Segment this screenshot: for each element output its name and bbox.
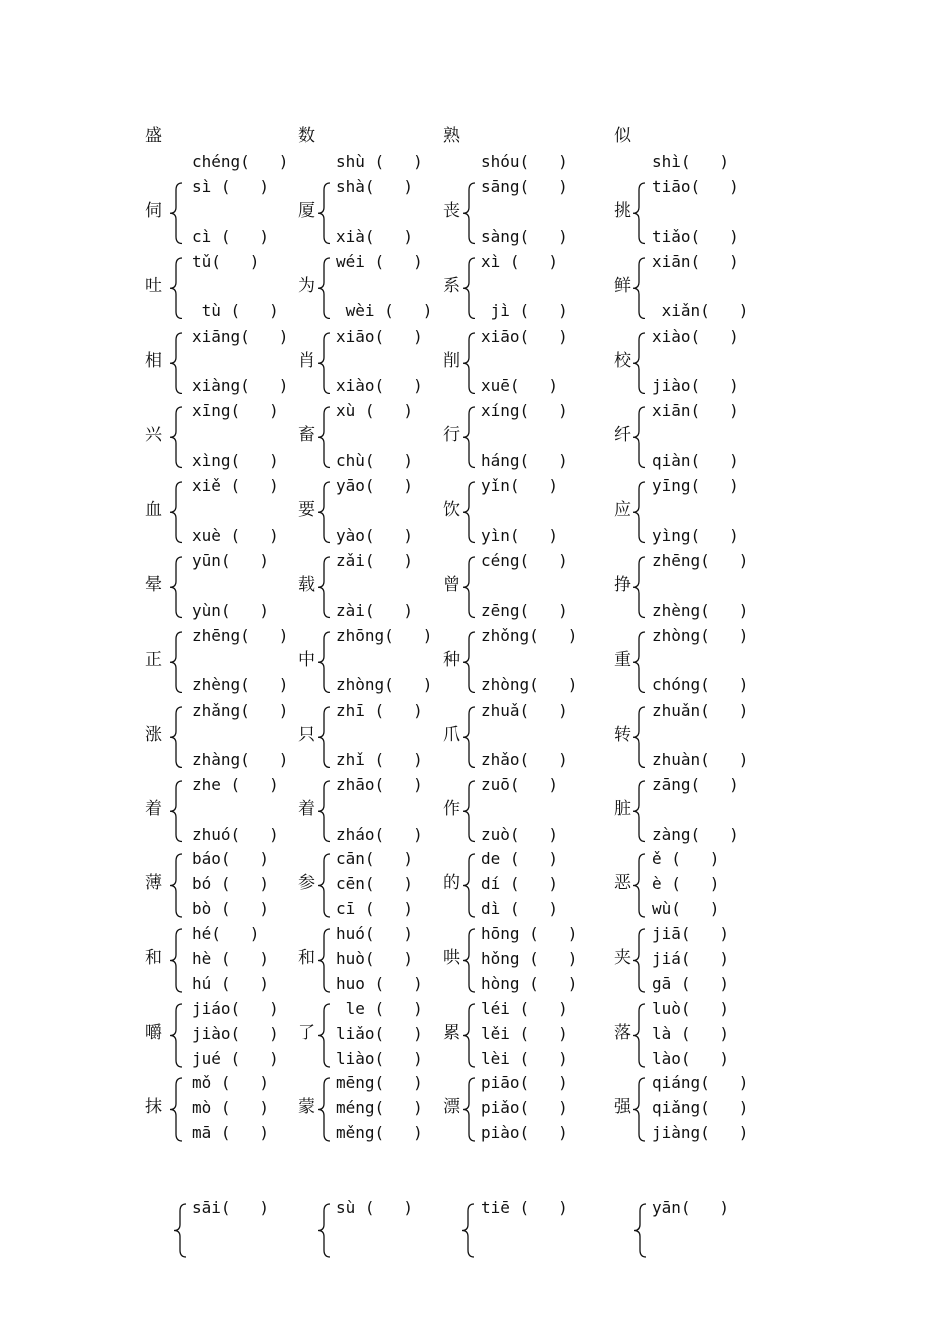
pinyin-reading: zhòng( ) [481, 675, 578, 695]
polyphone-char: 作 [443, 799, 460, 820]
polyphone-char: 盛 [145, 126, 162, 146]
polyphone-char: 应 [614, 500, 631, 521]
pinyin-reading: xiàng( ) [192, 376, 289, 396]
pinyin-reading: zhàng( ) [192, 750, 289, 770]
pinyin-reading: zhuǎn( ) [652, 700, 749, 720]
pinyin-reading: zhǎng( ) [192, 700, 289, 720]
polyphone-char: 为 [298, 275, 315, 296]
pinyin-reading: hú ( ) [192, 973, 270, 993]
curly-brace [631, 332, 647, 395]
pinyin-reading: sì ( ) [192, 177, 270, 196]
pinyin-reading: zhuàn( ) [652, 750, 749, 770]
polyphone-char: 的 [443, 873, 460, 893]
pinyin-reading: xiān( ) [652, 401, 739, 421]
polyphone-char: 嚼 [145, 1022, 162, 1043]
curly-brace [631, 556, 647, 619]
curly-brace [632, 1203, 648, 1258]
pinyin-reading: yāo( ) [336, 476, 414, 496]
pinyin-reading: sāi( ) [192, 1198, 270, 1217]
curly-brace [631, 1077, 647, 1142]
pinyin-reading: qiǎng( ) [652, 1098, 749, 1118]
pinyin-reading: céng( ) [481, 551, 568, 570]
pinyin-reading: xiào( ) [336, 376, 423, 396]
pinyin-reading: cì ( ) [192, 226, 270, 246]
curly-brace [460, 1203, 476, 1258]
polyphone-char: 夹 [614, 947, 631, 968]
pinyin-reading: báo( ) [192, 849, 270, 868]
pinyin-reading: yào( ) [336, 525, 414, 545]
pinyin-reading: tiāo( ) [652, 177, 739, 196]
curly-brace [631, 406, 647, 469]
curly-brace [631, 928, 647, 993]
curly-brace [168, 481, 184, 544]
pinyin-reading: mò ( ) [192, 1098, 270, 1118]
polyphone-char: 涨 [145, 724, 162, 745]
polyphone-char: 恶 [614, 873, 631, 893]
curly-brace [461, 481, 477, 544]
pinyin-reading: zēng( ) [481, 600, 568, 620]
pinyin-reading: xiāo( ) [481, 326, 568, 346]
curly-brace [316, 853, 332, 918]
pinyin-reading: dí ( ) [481, 874, 559, 893]
curly-brace [316, 1077, 332, 1142]
pinyin-reading: wù( ) [652, 899, 720, 918]
polyphone-char: 强 [614, 1097, 631, 1118]
pinyin-reading: hè ( ) [192, 948, 270, 968]
pinyin-reading: liào( ) [336, 1048, 423, 1068]
pinyin-reading: dì ( ) [481, 899, 559, 918]
pinyin-reading: zhǒng( ) [481, 625, 578, 645]
pinyin-reading: shì( ) [652, 152, 730, 171]
polyphone-char: 种 [443, 649, 460, 670]
polyphone-char: 厦 [298, 201, 315, 221]
curly-brace [631, 706, 647, 769]
curly-brace [316, 706, 332, 769]
pinyin-reading: hǒng ( ) [481, 948, 578, 968]
pinyin-reading: háng( ) [481, 450, 568, 470]
polyphone-char: 了 [298, 1022, 315, 1043]
pinyin-reading: è ( ) [652, 874, 720, 893]
pinyin-reading: xiāng( ) [192, 326, 289, 346]
pinyin-reading: gā ( ) [652, 973, 730, 993]
polyphone-char: 挑 [614, 201, 631, 221]
pinyin-reading: zhēng( ) [192, 625, 289, 645]
pinyin-reading: mēng( ) [336, 1073, 423, 1093]
curly-brace [461, 928, 477, 993]
pinyin-reading: yìn( ) [481, 525, 559, 545]
curly-brace [461, 631, 477, 694]
polyphone-char: 要 [298, 500, 315, 521]
polyphone-char: 兴 [145, 425, 162, 446]
pinyin-reading: zhèng( ) [192, 675, 289, 695]
pinyin-reading: xù ( ) [336, 401, 414, 421]
pinyin-reading: shà( ) [336, 177, 414, 196]
pinyin-reading: chéng( ) [192, 152, 289, 171]
pinyin-reading: tiǎo( ) [652, 226, 739, 246]
polyphone-char: 挣 [614, 575, 631, 595]
polyphone-char: 削 [443, 350, 460, 371]
pinyin-reading: hòng ( ) [481, 973, 578, 993]
curly-brace [631, 853, 647, 918]
polyphone-char: 累 [443, 1022, 460, 1043]
pinyin-reading: zāng( ) [652, 775, 739, 795]
polyphone-char: 曾 [443, 575, 460, 595]
polyphone-char: 和 [145, 947, 162, 968]
pinyin-reading: měng( ) [336, 1123, 423, 1143]
curly-brace [631, 1003, 647, 1068]
curly-brace [316, 257, 332, 320]
curly-brace [316, 556, 332, 619]
pinyin-reading: jiào( ) [192, 1023, 279, 1043]
pinyin-reading: mǒ ( ) [192, 1073, 270, 1093]
pinyin-reading: bó ( ) [192, 874, 270, 893]
polyphone-char: 鲜 [614, 275, 631, 296]
polyphone-char: 爪 [443, 724, 460, 745]
pinyin-reading: lèi ( ) [481, 1048, 568, 1068]
pinyin-reading: yūn( ) [192, 551, 270, 570]
pinyin-reading: zhǐ ( ) [336, 750, 423, 770]
pinyin-reading: sù ( ) [336, 1198, 414, 1217]
pinyin-reading: huó( ) [336, 923, 414, 943]
pinyin-reading: xīng( ) [192, 401, 279, 421]
polyphone-char: 行 [443, 425, 460, 446]
pinyin-reading: zhāo( ) [336, 775, 423, 795]
pinyin-reading: xiǎn( ) [652, 301, 749, 321]
curly-brace [168, 1003, 184, 1068]
pinyin-reading: luò( ) [652, 998, 730, 1018]
pinyin-reading: zhōng( ) [336, 625, 433, 645]
curly-brace [461, 780, 477, 843]
polyphone-char: 蒙 [298, 1097, 315, 1118]
pinyin-reading: zhòng( ) [336, 675, 433, 695]
curly-brace [631, 257, 647, 320]
pinyin-reading: chù( ) [336, 450, 414, 470]
pinyin-reading: liǎo( ) [336, 1023, 423, 1043]
curly-brace [168, 631, 184, 694]
pinyin-reading: zhòng( ) [652, 625, 749, 645]
curly-brace [168, 780, 184, 843]
pinyin-reading: cēn( ) [336, 874, 414, 893]
pinyin-reading: yǐn( ) [481, 476, 559, 496]
polyphone-char: 载 [298, 575, 315, 595]
polyphone-char: 校 [614, 350, 631, 371]
polyphone-char: 伺 [145, 201, 162, 221]
polyphone-char: 着 [298, 799, 315, 820]
pinyin-reading: xíng( ) [481, 401, 568, 421]
pinyin-reading: cī ( ) [336, 899, 414, 918]
curly-brace [168, 182, 184, 245]
polyphone-char: 哄 [443, 947, 460, 968]
pinyin-reading: jiào( ) [652, 376, 739, 396]
pinyin-reading: chóng( ) [652, 675, 749, 695]
polyphone-char: 只 [298, 724, 315, 745]
curly-brace [461, 257, 477, 320]
pinyin-reading: wéi ( ) [336, 251, 423, 271]
pinyin-reading: zhuó( ) [192, 824, 279, 844]
curly-brace [316, 332, 332, 395]
polyphone-char: 重 [614, 649, 631, 670]
curly-brace [168, 257, 184, 320]
polyphone-char: 薄 [145, 873, 162, 893]
pinyin-reading: zhèng( ) [652, 600, 749, 620]
polyphone-char: 脏 [614, 799, 631, 820]
pinyin-reading: zuō( ) [481, 775, 559, 795]
curly-brace [631, 631, 647, 694]
polyphone-char: 着 [145, 799, 162, 820]
polyphone-char: 落 [614, 1022, 631, 1043]
pinyin-reading: léi ( ) [481, 998, 568, 1018]
pinyin-reading: le ( ) [336, 998, 423, 1018]
polyphone-char: 相 [145, 350, 162, 371]
pinyin-reading: zháo( ) [336, 824, 423, 844]
pinyin-reading: xiào( ) [652, 326, 739, 346]
pinyin-reading: jiá( ) [652, 948, 730, 968]
curly-brace [631, 481, 647, 544]
pinyin-reading: de ( ) [481, 849, 559, 868]
pinyin-reading: zǎi( ) [336, 551, 414, 570]
pinyin-reading: zhēng( ) [652, 551, 749, 570]
pinyin-reading: yān( ) [652, 1198, 730, 1217]
pinyin-reading: zhuǎ( ) [481, 700, 568, 720]
curly-brace [316, 182, 332, 245]
curly-brace [461, 853, 477, 918]
curly-brace [316, 481, 332, 544]
pinyin-reading: piāo( ) [481, 1073, 568, 1093]
pinyin-reading: sàng( ) [481, 226, 568, 246]
curly-brace [461, 1003, 477, 1068]
pinyin-reading: tù ( ) [192, 301, 279, 321]
curly-brace [461, 406, 477, 469]
pinyin-reading: hōng ( ) [481, 923, 578, 943]
curly-brace [316, 780, 332, 843]
pinyin-reading: zhī ( ) [336, 700, 423, 720]
pinyin-reading: yìng( ) [652, 525, 739, 545]
curly-brace [461, 332, 477, 395]
curly-brace [461, 556, 477, 619]
curly-brace [168, 706, 184, 769]
pinyin-reading: xiě ( ) [192, 476, 279, 496]
curly-brace [461, 182, 477, 245]
pinyin-reading: huò( ) [336, 948, 414, 968]
polyphone-char: 正 [145, 649, 162, 670]
curly-brace [316, 631, 332, 694]
pinyin-reading: huo ( ) [336, 973, 423, 993]
polyphone-char: 丧 [443, 201, 460, 221]
polyphone-char: 参 [298, 873, 315, 893]
curly-brace [168, 1077, 184, 1142]
pinyin-reading: lào( ) [652, 1048, 730, 1068]
pinyin-reading: bò ( ) [192, 899, 270, 918]
pinyin-reading: jiā( ) [652, 923, 730, 943]
curly-brace [316, 406, 332, 469]
pinyin-reading: xià( ) [336, 226, 414, 246]
polyphone-char: 畜 [298, 425, 315, 446]
pinyin-reading: xuē( ) [481, 376, 559, 396]
curly-brace [631, 780, 647, 843]
pinyin-reading: yīng( ) [652, 476, 739, 496]
pinyin-reading: zuò( ) [481, 824, 559, 844]
pinyin-reading: jì ( ) [481, 301, 568, 321]
pinyin-reading: xuè ( ) [192, 525, 279, 545]
pinyin-reading: jiáo( ) [192, 998, 279, 1018]
curly-brace [316, 1203, 332, 1258]
polyphone-char: 中 [298, 649, 315, 670]
pinyin-reading: là ( ) [652, 1023, 730, 1043]
curly-brace [316, 928, 332, 993]
polyphone-char: 饮 [443, 500, 460, 521]
polyphone-char: 转 [614, 724, 631, 745]
polyphone-char: 晕 [145, 575, 162, 595]
polyphone-char: 系 [443, 275, 460, 296]
pinyin-reading: mā ( ) [192, 1123, 270, 1143]
pinyin-reading: jué ( ) [192, 1048, 279, 1068]
polyphone-char: 和 [298, 947, 315, 968]
pinyin-reading: tiē ( ) [481, 1198, 568, 1217]
pinyin-reading: xiāo( ) [336, 326, 423, 346]
curly-brace [168, 853, 184, 918]
pinyin-reading: zhe ( ) [192, 775, 279, 795]
curly-brace [172, 1203, 188, 1258]
pinyin-reading: zàng( ) [652, 824, 739, 844]
curly-brace [168, 556, 184, 619]
polyphone-char: 熟 [443, 126, 460, 146]
polyphone-char: 漂 [443, 1097, 460, 1118]
pinyin-reading: cān( ) [336, 849, 414, 868]
pinyin-reading: yùn( ) [192, 600, 270, 620]
pinyin-reading: zài( ) [336, 600, 414, 620]
curly-brace [631, 182, 647, 245]
pinyin-reading: qiáng( ) [652, 1073, 749, 1093]
pinyin-reading: wèi ( ) [336, 301, 433, 321]
pinyin-reading: lěi ( ) [481, 1023, 568, 1043]
curly-brace [461, 706, 477, 769]
pinyin-reading: piào( ) [481, 1123, 568, 1143]
polyphone-char: 血 [145, 500, 162, 521]
pinyin-reading: tǔ( ) [192, 251, 260, 271]
polyphone-char: 数 [298, 126, 315, 146]
polyphone-char: 纤 [614, 425, 631, 446]
curly-brace [316, 1003, 332, 1068]
polyphone-char: 似 [614, 126, 631, 146]
pinyin-reading: zhǎo( ) [481, 750, 568, 770]
polyphone-char: 吐 [145, 275, 162, 296]
pinyin-reading: piǎo( ) [481, 1098, 568, 1118]
pinyin-reading: shóu( ) [481, 152, 568, 171]
pinyin-reading: xìng( ) [192, 450, 279, 470]
pinyin-reading: qiàn( ) [652, 450, 739, 470]
polyphone-char: 肖 [298, 350, 315, 371]
curly-brace [168, 928, 184, 993]
pinyin-reading: sāng( ) [481, 177, 568, 196]
pinyin-reading: jiàng( ) [652, 1123, 749, 1143]
pinyin-reading: xiān( ) [652, 251, 739, 271]
curly-brace [168, 406, 184, 469]
polyphone-char: 抹 [145, 1097, 162, 1118]
curly-brace [168, 332, 184, 395]
pinyin-reading: méng( ) [336, 1098, 423, 1118]
pinyin-reading: ě ( ) [652, 849, 720, 868]
pinyin-reading: shù ( ) [336, 152, 423, 171]
pinyin-reading: xì ( ) [481, 251, 559, 271]
curly-brace [461, 1077, 477, 1142]
pinyin-reading: hé( ) [192, 923, 260, 943]
